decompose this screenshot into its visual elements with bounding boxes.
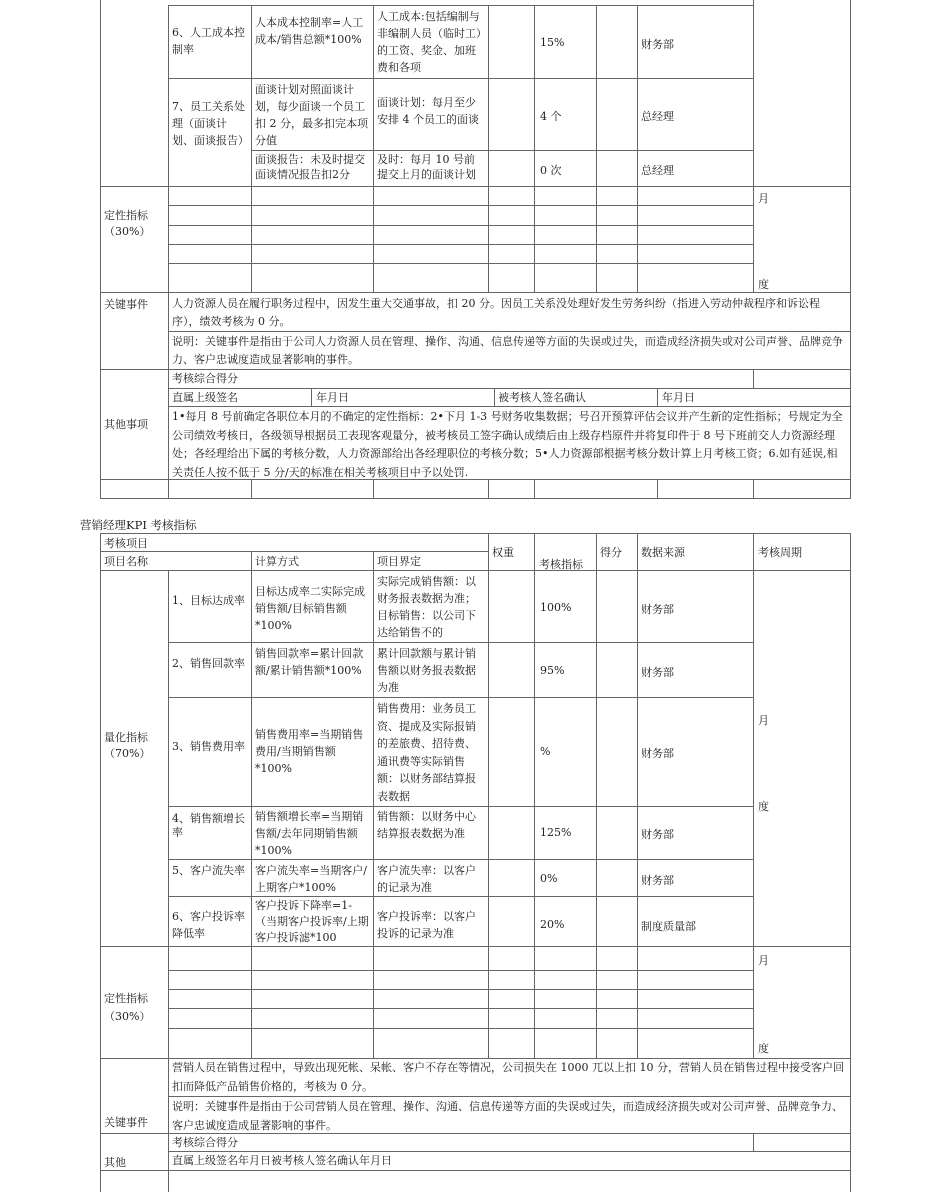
m-row3-def: 销售费用：业务员工资、提成及实际报销的差旅费、招待费、通讯费等实际销售额：以财务部结算报表数据 xyxy=(377,702,476,803)
row7b-calc: 面谈报告：未及时提交面谈情况报告扣2分 xyxy=(255,153,365,181)
m-row1-source: 财务部 xyxy=(641,603,674,616)
row7-name: 7、员工关系处理（面谈计划、面谈报告） xyxy=(172,100,249,147)
header-def: 项目界定 xyxy=(377,555,421,568)
header-score: 得分 xyxy=(600,546,622,559)
m-row4-target: 125% xyxy=(540,826,572,839)
other-label: 其他事项 xyxy=(104,418,148,431)
m-row1-calc: 目标达成率二实际完成销售额/目标销售额*100% xyxy=(255,585,365,632)
key-event-note: 说明：关键事件是指由于公司人力资源人员在管理、操作、沟通、信息传递等方面的失误或过失，而造成经济损失或对公司声誉、品牌竞争力、客户忠诚度造成显著影响的事件。 xyxy=(172,335,843,366)
m-row3-target: % xyxy=(540,745,551,758)
header-weight: 权重 xyxy=(492,546,514,559)
quant-label: 量化指标（70%） xyxy=(104,731,151,760)
m-row6-calc: 客户投诉下降率=1-（当期客户投诉率/上期客户投诉滤*100 xyxy=(255,899,369,944)
m-row4-def: 销售额：以财务中心结算报表数据为准 xyxy=(377,810,476,840)
m-row4-calc: 销售额增长率=当期销售额/去年同期销售额*100% xyxy=(255,810,364,857)
m-row3-name: 3、销售费用率 xyxy=(172,740,245,753)
row6-name: 6、人工成本控制率 xyxy=(172,26,245,56)
period-month-quant: 月 xyxy=(758,714,769,727)
row6-target: 15% xyxy=(540,36,565,49)
m-row1-target: 100% xyxy=(540,601,572,614)
qualitative-label-m: 定性指标（30%） xyxy=(104,992,151,1023)
row7b-source: 总经理 xyxy=(641,164,674,177)
m-row5-source: 财务部 xyxy=(641,874,674,887)
m-row2-target: 95% xyxy=(540,664,565,677)
header-target: 考核指标 xyxy=(539,558,583,571)
period-du-qual: 度 xyxy=(758,1042,769,1055)
section-title: 营销经理KPI 考核指标 xyxy=(80,518,197,532)
row7-def: 面谈计划：每月至少安排 4 个员工的面谈 xyxy=(377,96,479,126)
score-label: 考核综合得分 xyxy=(172,372,238,385)
m-row6-source: 制度质量部 xyxy=(641,920,696,933)
period-du-quant: 度 xyxy=(758,800,769,813)
period-month: 月 xyxy=(758,192,769,205)
period-month-qual: 月 xyxy=(758,954,769,967)
key-event-label-m: 关键事件 xyxy=(104,1116,148,1129)
header-name: 项目名称 xyxy=(104,555,148,568)
header-period: 考核周期 xyxy=(758,546,802,559)
m-row3-source: 财务部 xyxy=(641,747,674,760)
m-row5-name: 5、客户流失率 xyxy=(172,864,245,877)
m-row5-def: 客户流失率：以客户的记录为准 xyxy=(377,864,476,894)
other-label-m: 其他 xyxy=(104,1156,126,1169)
row7-source: 总经理 xyxy=(641,110,674,123)
row6-calc: 人本成本控制率=人工成本/销售总额*100% xyxy=(255,16,364,46)
other-text: 1•每月 8 号前确定各职位本月的不确定的定性指标：2•下月 1-3 号财务收集数据；号召开预算评估会议并产生新的定性指标；号规定为全公司绩效考核日，各级领导根据员工表现客观量分，被考核员工签字确认成绩后由上级存档原件并将复印件于 8 号下班前交人力资源经理处；各经理给出下属的考核分数，人力资源部给出各经理职位的考核分数；5•人力资源部根据考核分数计算上月考核工资；6.如有延误,相关责任人按不低于 5 分/天的标准在相关考核项目中予以处罚. xyxy=(172,410,843,479)
m-row6-target: 20% xyxy=(540,918,565,931)
header-calc: 计算方式 xyxy=(255,555,299,568)
row6-source: 财务部 xyxy=(641,38,674,51)
row7b-target: 0 次 xyxy=(540,164,562,177)
key-event-text-m: 营销人员在销售过程中，导致出现死帐、呆帐、客户不存在等情况，公司损失在 1000 兀以上扣 10 分，营销人员在销售过程中接受客户回扣而降低产品销售价格的，考核为 0 分。 xyxy=(172,1061,844,1093)
sign-line: 直属上级签名年月日被考核人签名确认年月日 xyxy=(172,1154,392,1167)
m-row1-def: 实际完成销售额：以财务报表数据为准；目标销售：以公司下达给销售不的 xyxy=(377,575,476,639)
row7-calc: 面谈计划对照面谈计划，每少面谈一个员工扣 2 分，最多扣完本项分值 xyxy=(255,83,368,147)
m-row4-name: 4、销售额增长率 xyxy=(172,812,245,839)
sign-leader-label: 直属上级签名 xyxy=(172,391,238,404)
m-row3-calc: 销售费用率=当期销售费用/当期销售额*100% xyxy=(255,728,364,775)
qualitative-label: 定性指标（30%） xyxy=(104,209,151,238)
key-event-note-m: 说明：关键事件是指由于公司营销人员在管理、操作、沟通、信息传递等方面的失误或过失，而造成经济损失或对公司声誉、品牌竞争力、客户忠诚度造成显著影响的事件。 xyxy=(172,1100,843,1132)
key-event-label: 关键事件 xyxy=(104,298,148,311)
date1: 年月日 xyxy=(316,391,349,404)
header-source: 数据来源 xyxy=(641,546,685,559)
score-label-m: 考核综合得分 xyxy=(172,1136,238,1149)
row7b-def: 及时：每月 10 号前提交上月的面谈计划 xyxy=(377,153,476,181)
row7-target: 4 个 xyxy=(540,110,562,123)
m-row2-name: 2、销售回款率 xyxy=(172,657,245,670)
m-row2-calc: 销售回款率=累计回款额/累计销售额*100% xyxy=(255,647,364,677)
m-row1-name: 1、目标达成率 xyxy=(172,594,245,607)
sign-employee-label: 被考核人签名确认 xyxy=(498,391,586,404)
header-project: 考核项目 xyxy=(104,537,148,550)
period-du: 度 xyxy=(758,278,769,291)
m-row5-calc: 客户流失率=当期客户/上期客户*100% xyxy=(255,864,367,894)
m-row2-def: 累计回款额与累计销售额以财务报表数据为准 xyxy=(377,647,476,694)
date2: 年月日 xyxy=(662,391,695,404)
m-row6-name: 6、客户投诉率降低率 xyxy=(172,910,245,940)
m-row2-source: 财务部 xyxy=(641,666,674,679)
m-row4-source: 财务部 xyxy=(641,828,674,841)
m-row5-target: 0% xyxy=(540,872,558,885)
m-row6-def: 客户投诉率：以客户投诉的记录为准 xyxy=(377,910,476,940)
key-event-text: 人力资源人员在履行职务过程中，因发生重大交通事故，扣 20 分。因员工关系没处理好发生劳务纠纷（指进入劳动仲裁程序和诉讼程序），绩效考核为 0 分。 xyxy=(172,297,820,328)
row6-def: 人工成本:包括编制与非编制人员（临时工）的工资、奖金、加班费和各项 xyxy=(377,10,482,74)
